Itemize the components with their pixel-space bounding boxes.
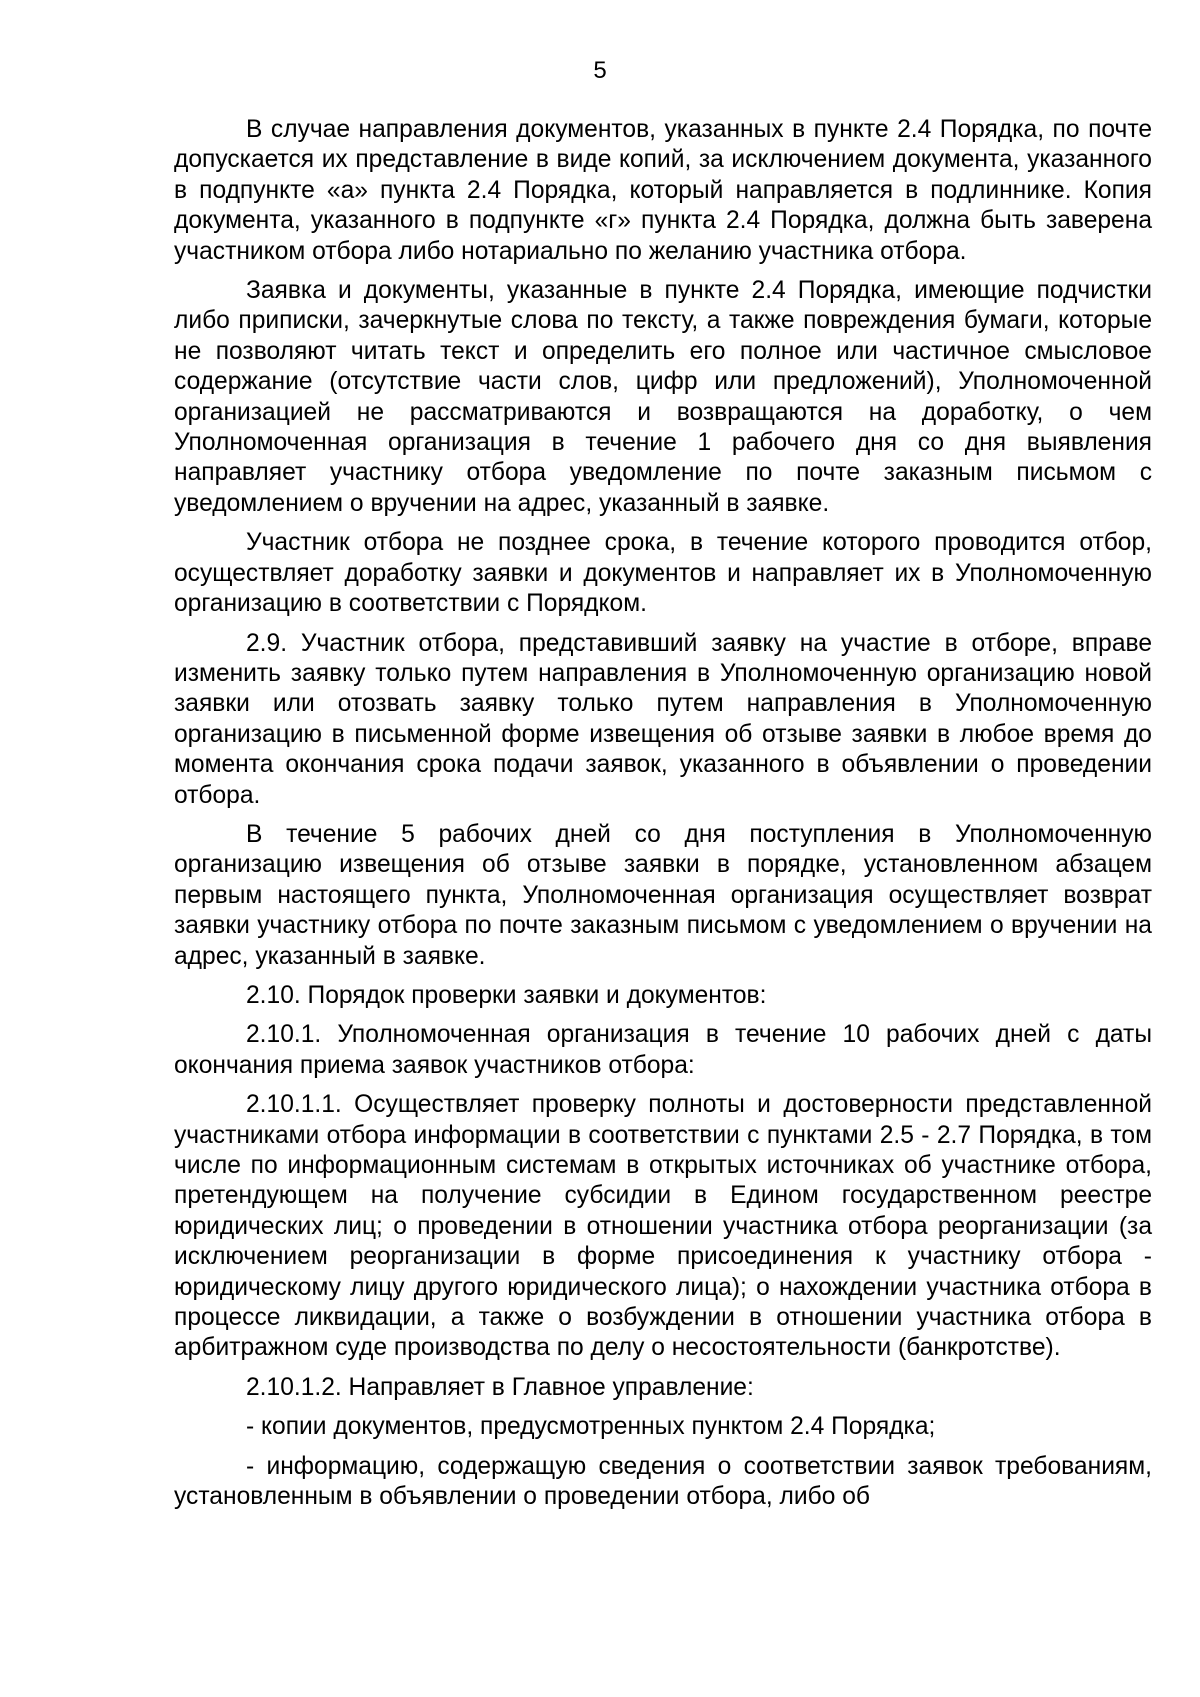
paragraph-2-10-1-1: 2.10.1.1. Осуществляет проверку полноты и достоверности представленной участниками отбора информации в соответствии с пунктами 2.5 - 2.7 Порядка, в том числе по информационным системам в открытых источниках об участнике отбора, претендующем на получение субсидии в Едином государственном реестре юридических лиц; о проведении в отношении участника отбора реорганизации (за исключением реорганизации в форме присоединения к участнику отбора - юридическому лицу другого юридического лица); о нахождении участника отбора в процессе ликвидации, а также о возбуждении в отношении участника отбора в арбитражном суде производства по делу о несостоятельности (банкротстве). [174, 1091, 1152, 1362]
list-item-compliance-info: - информацию, содержащую сведения о соответствии заявок требованиям, установленным в объявлении о проведении отбора, либо об [174, 1452, 1152, 1511]
page-number: 5 [593, 57, 607, 84]
paragraph-2-10-1-2: 2.10.1.2. Направляет в Главное управление: [246, 1373, 754, 1401]
paragraph-withdrawal-return: В течение 5 рабочих дней со дня поступления в Уполномоченную организацию извещения об отзыве заявки в порядке, установленном абзацем первым настоящего пункта, Уполномоченная организация осуществляет возврат заявки участнику отбора по почте заказным письмом с уведомлением о вручении на адрес, указанный в заявке. [174, 820, 1152, 970]
paragraph-2-9: 2.9. Участник отбора, представивший заявку на участие в отборе, вправе изменить заявку только путем направления в Уполномоченную организацию новой заявки или отозвать заявку только путем направления в Уполномоченную организацию в письменной форме извещения об отзыве заявки в любое время до момента окончания срока подачи заявок, указанного в объявлении о проведении отбора. [174, 629, 1152, 809]
paragraph-application-defects: Заявка и документы, указанные в пункте 2.4 Порядка, имеющие подчистки либо приписки, зачеркнутые слова по тексту, а также повреждения бумаги, которые не позволяют читать текст и определить его полное или частичное смысловое содержание (отсутствие части слов, цифр или предложений), Уполномоченной организацией не рассматриваются и возвращаются на доработку, о чем Уполномоченная организация в течение 1 рабочего дня со дня выявления направляет участнику отбора уведомление по почте заказным письмом с уведомлением о вручении на адрес, указанный в заявке. [174, 277, 1152, 517]
document-body [174, 115, 1152, 1521]
paragraph-participant-revision: Участник отбора не позднее срока, в течение которого проводится отбор, осуществляет доработку заявки и документов и направляет их в Уполномоченную организацию в соответствии с Порядком. [174, 529, 1152, 618]
paragraph-postal-copies: В случае направления документов, указанных в пункте 2.4 Порядка, по почте допускается их представление в виде копий, за исключением документа, указанного в подпункте «а» пункта 2.4 Порядка, который направляется в подлиннике. Копия документа, указанного в подпункте «г» пункта 2.4 Порядка, должна быть заверена участником отбора либо нотариально по желанию участника отбора. [174, 116, 1152, 265]
paragraph-2-10: 2.10. Порядок проверки заявки и документов: [246, 981, 767, 1009]
paragraph-2-10-1: 2.10.1. Уполномоченная организация в течение 10 рабочих дней с даты окончания приема заявок участников отбора: [174, 1021, 1152, 1079]
list-item-document-copies: - копии документов, предусмотренных пунктом 2.4 Порядка; [246, 1413, 936, 1441]
